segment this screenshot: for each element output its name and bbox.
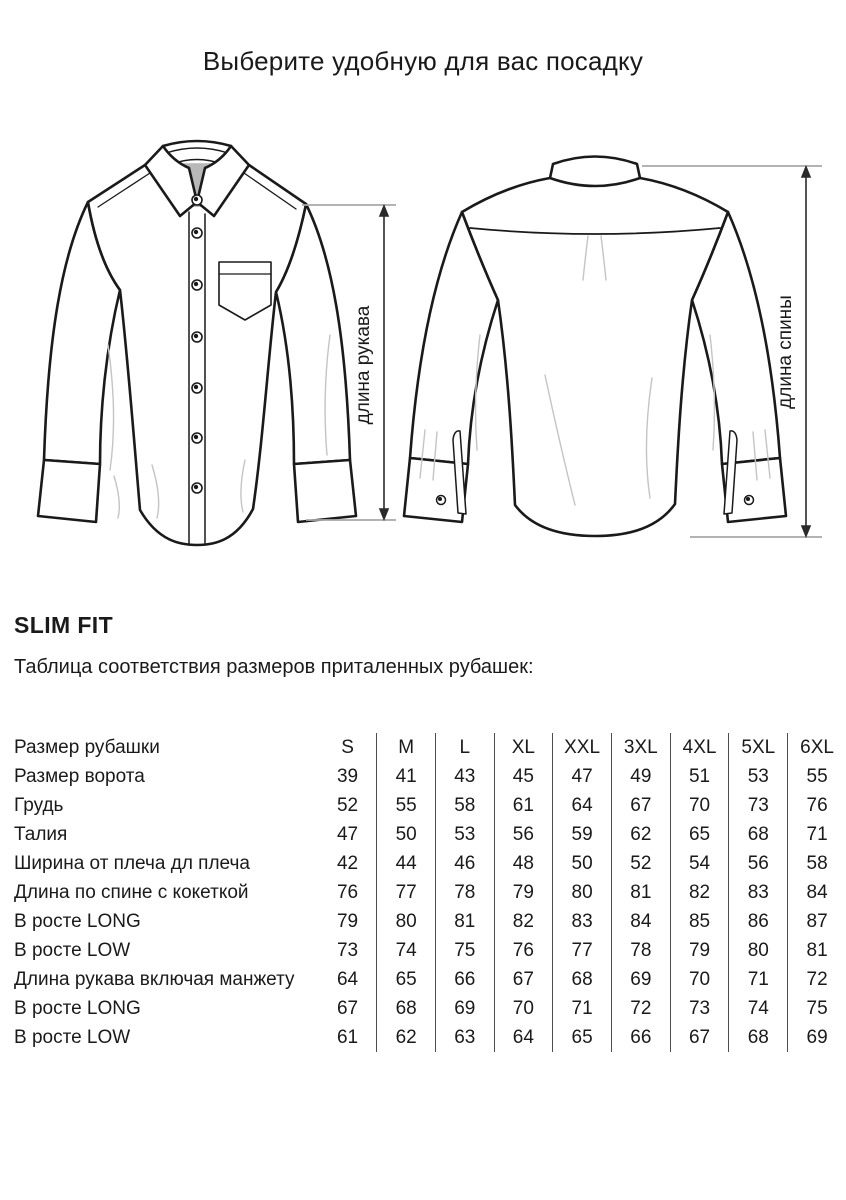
size-col-header: L bbox=[435, 733, 494, 762]
size-cell: 61 bbox=[336, 1026, 359, 1048]
table-row bbox=[14, 820, 846, 849]
shirt-diagram bbox=[0, 120, 846, 570]
shirt-front-drawing bbox=[38, 141, 356, 545]
back-length-label: длина спины bbox=[775, 295, 796, 409]
size-cell: 63 bbox=[435, 1023, 494, 1052]
row-label: В росте LONG bbox=[14, 910, 141, 932]
size-cell: 61 bbox=[494, 791, 553, 820]
size-cell: 69 bbox=[611, 965, 670, 994]
size-cell: 84 bbox=[611, 907, 670, 936]
row-label: В росте LOW bbox=[14, 1026, 131, 1048]
size-cell: 67 bbox=[336, 997, 359, 1019]
back-length-arrow bbox=[802, 167, 810, 536]
size-cell: 70 bbox=[670, 791, 729, 820]
size-cell: 52 bbox=[336, 794, 359, 816]
size-cell: 59 bbox=[553, 820, 612, 849]
size-col-header: 4XL bbox=[670, 733, 729, 762]
size-cell: 86 bbox=[729, 907, 788, 936]
size-cell: 81 bbox=[611, 878, 670, 907]
size-cell: 77 bbox=[553, 936, 612, 965]
sleeve-length-arrow bbox=[380, 206, 388, 519]
table-row bbox=[14, 965, 846, 994]
fit-heading: SLIM FIT bbox=[14, 612, 114, 638]
size-col-header: 3XL bbox=[611, 733, 670, 762]
size-cell: 51 bbox=[670, 762, 729, 791]
size-cell: 66 bbox=[611, 1023, 670, 1052]
size-cell: 47 bbox=[553, 762, 612, 791]
table-row bbox=[14, 762, 846, 791]
size-cell: 43 bbox=[435, 762, 494, 791]
size-cell: 58 bbox=[788, 849, 846, 878]
size-cell: 64 bbox=[553, 791, 612, 820]
size-cell: 78 bbox=[611, 936, 670, 965]
size-cell: 79 bbox=[494, 878, 553, 907]
size-cell: 54 bbox=[670, 849, 729, 878]
row-label: Грудь bbox=[14, 794, 64, 816]
size-cell: 62 bbox=[377, 1023, 436, 1052]
size-col-header: 5XL bbox=[729, 733, 788, 762]
row-label: Длина по спине с кокеткой bbox=[14, 881, 249, 903]
row-label: Талия bbox=[14, 823, 68, 845]
size-cell: 70 bbox=[494, 994, 553, 1023]
back-body bbox=[462, 178, 728, 536]
table-row bbox=[14, 1023, 846, 1052]
size-cell: 44 bbox=[377, 849, 436, 878]
size-cell: 67 bbox=[670, 1023, 729, 1052]
table-row bbox=[14, 907, 846, 936]
size-cell: 79 bbox=[336, 910, 359, 932]
size-cell: 65 bbox=[670, 820, 729, 849]
size-cell: 73 bbox=[336, 939, 359, 961]
size-cell: 82 bbox=[494, 907, 553, 936]
size-cell: 56 bbox=[494, 820, 553, 849]
size-cell: 68 bbox=[729, 1023, 788, 1052]
size-cell: 64 bbox=[494, 1023, 553, 1052]
size-col-header: M bbox=[377, 733, 436, 762]
size-cell: 74 bbox=[377, 936, 436, 965]
size-cell: 48 bbox=[494, 849, 553, 878]
row-label: Размер ворота bbox=[14, 765, 145, 787]
size-col-header: 6XL bbox=[788, 733, 846, 762]
sleeve-length-label: длина рукава bbox=[353, 305, 374, 425]
front-collar-band-seam bbox=[166, 148, 228, 153]
size-cell: 76 bbox=[336, 881, 359, 903]
size-cell: 83 bbox=[729, 878, 788, 907]
table-caption: Таблица соответствия размеров приталенных рубашек: bbox=[14, 656, 534, 678]
size-cell: 70 bbox=[670, 965, 729, 994]
size-cell: 68 bbox=[377, 994, 436, 1023]
size-cell: 67 bbox=[611, 791, 670, 820]
row-label: В росте LOW bbox=[14, 939, 131, 961]
page-title: Выберите удобную для вас посадку bbox=[202, 46, 644, 76]
size-cell: 39 bbox=[336, 765, 359, 787]
front-collar-band-top bbox=[163, 141, 231, 146]
size-cell: 76 bbox=[494, 936, 553, 965]
size-cell: 65 bbox=[553, 1023, 612, 1052]
table-row bbox=[14, 994, 846, 1023]
size-cell: 83 bbox=[553, 907, 612, 936]
size-cell: 74 bbox=[729, 994, 788, 1023]
size-cell: 66 bbox=[435, 965, 494, 994]
back-collar bbox=[550, 157, 640, 187]
table-row bbox=[14, 791, 846, 820]
size-cell: 79 bbox=[670, 936, 729, 965]
size-cell: 50 bbox=[377, 820, 436, 849]
size-cell: 75 bbox=[435, 936, 494, 965]
size-cell: 71 bbox=[553, 994, 612, 1023]
size-cell: 50 bbox=[553, 849, 612, 878]
row-label: Ширина от плеча дл плеча bbox=[14, 852, 250, 874]
size-cell: 82 bbox=[670, 878, 729, 907]
size-cell: 84 bbox=[788, 878, 846, 907]
size-cell: 52 bbox=[611, 849, 670, 878]
size-cell: 87 bbox=[788, 907, 846, 936]
size-cell: 71 bbox=[729, 965, 788, 994]
size-cell: 72 bbox=[611, 994, 670, 1023]
size-table bbox=[14, 733, 846, 1052]
size-cell: 64 bbox=[336, 968, 359, 990]
size-cell: 56 bbox=[729, 849, 788, 878]
size-table-header-row bbox=[14, 733, 846, 762]
size-cell: 53 bbox=[729, 762, 788, 791]
size-cell: 46 bbox=[435, 849, 494, 878]
size-col-header: XXL bbox=[553, 733, 612, 762]
row-label: Размер рубашки bbox=[14, 736, 160, 758]
size-cell: 71 bbox=[788, 820, 846, 849]
size-cell: 80 bbox=[553, 878, 612, 907]
size-cell: 80 bbox=[729, 936, 788, 965]
size-cell: 73 bbox=[729, 791, 788, 820]
size-cell: 62 bbox=[611, 820, 670, 849]
size-cell: 53 bbox=[435, 820, 494, 849]
row-label: Длина рукава включая манжету bbox=[14, 968, 295, 990]
size-cell: 45 bbox=[494, 762, 553, 791]
size-cell: 75 bbox=[788, 994, 846, 1023]
size-cell: 76 bbox=[788, 791, 846, 820]
size-cell: 85 bbox=[670, 907, 729, 936]
size-cell: 80 bbox=[377, 907, 436, 936]
size-col-header: XL bbox=[494, 733, 553, 762]
size-cell: 67 bbox=[494, 965, 553, 994]
size-cell: 42 bbox=[336, 852, 359, 874]
size-cell: 49 bbox=[611, 762, 670, 791]
size-cell: 68 bbox=[553, 965, 612, 994]
row-label: В росте LONG bbox=[14, 997, 141, 1019]
size-cell: 78 bbox=[435, 878, 494, 907]
size-col-header: S bbox=[341, 736, 354, 758]
shirt-back-drawing bbox=[404, 157, 786, 537]
size-cell: 65 bbox=[377, 965, 436, 994]
size-cell: 47 bbox=[336, 823, 359, 845]
front-left-cuff bbox=[38, 460, 100, 522]
table-row bbox=[14, 878, 846, 907]
front-right-cuff bbox=[294, 460, 356, 522]
size-cell: 55 bbox=[788, 762, 846, 791]
table-row bbox=[14, 849, 846, 878]
size-cell: 41 bbox=[377, 762, 436, 791]
size-cell: 81 bbox=[788, 936, 846, 965]
size-cell: 68 bbox=[729, 820, 788, 849]
table-row bbox=[14, 936, 846, 965]
size-cell: 55 bbox=[377, 791, 436, 820]
size-cell: 81 bbox=[435, 907, 494, 936]
size-cell: 77 bbox=[377, 878, 436, 907]
size-cell: 58 bbox=[435, 791, 494, 820]
size-cell: 69 bbox=[435, 994, 494, 1023]
size-cell: 72 bbox=[788, 965, 846, 994]
size-cell: 73 bbox=[670, 994, 729, 1023]
size-cell: 69 bbox=[788, 1023, 846, 1052]
